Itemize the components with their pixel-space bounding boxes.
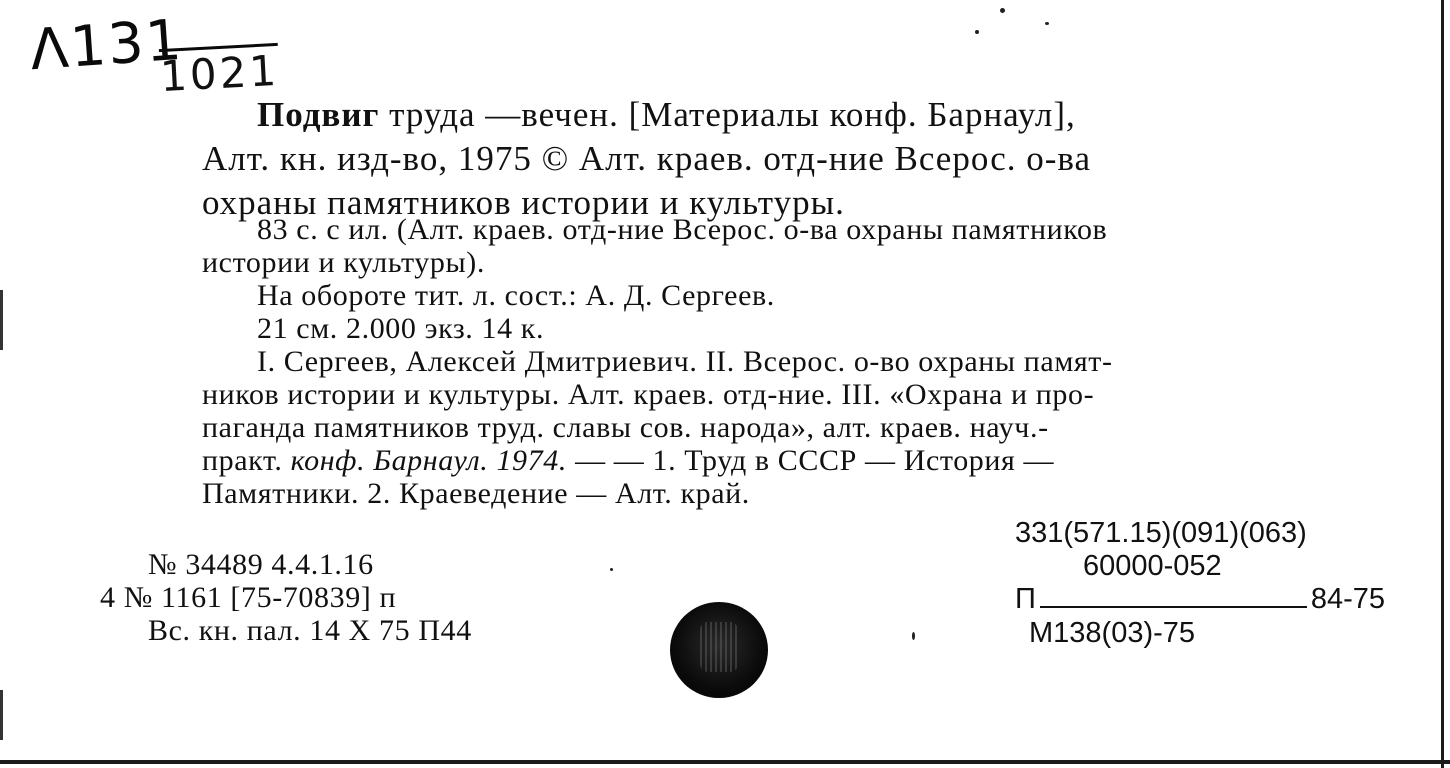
ink-speck [1000,8,1005,13]
price-code-right: 84-75 [1310,583,1385,615]
tracing-line-1: I. Сергеев, Алексей Дмитриевич. II. Всерос. о-во охраны памят- [257,345,1113,378]
price-code-left: П [1015,583,1036,615]
tracing-line-4-c: — — 1. Труд в СССР — История — [566,444,1055,477]
m-code: М138(03)-75 [1029,617,1196,649]
size-and-print-run: 21 см. 2.000 экз. 14 к. [257,312,545,345]
card-bottom-edge [0,760,1450,764]
heading-line-2: Алт. кн. изд-во, 1975 © Алт. краев. отд-ние Всерос. о-ва [202,139,1091,178]
tracing-line-3: паганда памятников труд. славы сов. народа», алт. краев. науч.- [202,411,1049,444]
pages-line-1: 83 с. с ил. (Алт. краев. отд-ние Всерос. о-ва охраны памятников [257,213,1108,246]
card-left-edge-mark [0,290,3,350]
card-left-edge-mark [0,690,3,740]
book-chamber-note: Вс. кн. пал. 14 X 75 П44 [148,614,472,647]
tracing-line-4-a: практ. [202,444,291,477]
udc-code: 331(571.15)(091)(063) [1015,517,1307,549]
ink-speck [1045,22,1049,25]
ink-speck [912,632,915,640]
tracing-line-4 [202,444,1392,477]
registry-number: 4 № 1161 [75-70839] п [100,581,397,614]
pages-line-2: истории и культуры). [202,246,485,279]
heading-line-3: охраны памятников истории и культуры. [202,183,845,222]
verso-note: На обороте тит. л. сост.: А. Д. Сергеев. [257,279,775,312]
ink-speck [975,30,979,34]
shelf-mark-handwritten: Λ131 [27,7,186,84]
classification-codes [1015,517,1385,650]
punch-hole [670,602,768,698]
ink-speck [610,568,613,571]
price-code-rule [1040,606,1307,608]
record-numbers [100,548,472,647]
tracing-line-2: ников истории и культуры. Алт. краев. отд-ние. III. «Охрана и про- [202,378,1095,411]
card-right-edge [1441,0,1444,768]
shelf-mark-number: 1021 [159,43,280,98]
card-description [202,213,1392,510]
tracing-line-5: Памятники. 2. Краеведение — Алт. край. [202,477,750,510]
record-number: № 34489 4.4.1.16 [148,548,374,581]
price-code-line [1015,583,1385,617]
heading-line-1 [202,93,1392,137]
card-heading [202,93,1392,225]
index-code: 60000-052 [1083,550,1222,582]
title-word: Подвиг [257,95,380,134]
heading-line-1-rest: труда —вечен. [Материалы конф. Барнаул], [379,95,1076,134]
tracing-line-4-italic: конф. Барнаул. 1974. [290,444,567,477]
